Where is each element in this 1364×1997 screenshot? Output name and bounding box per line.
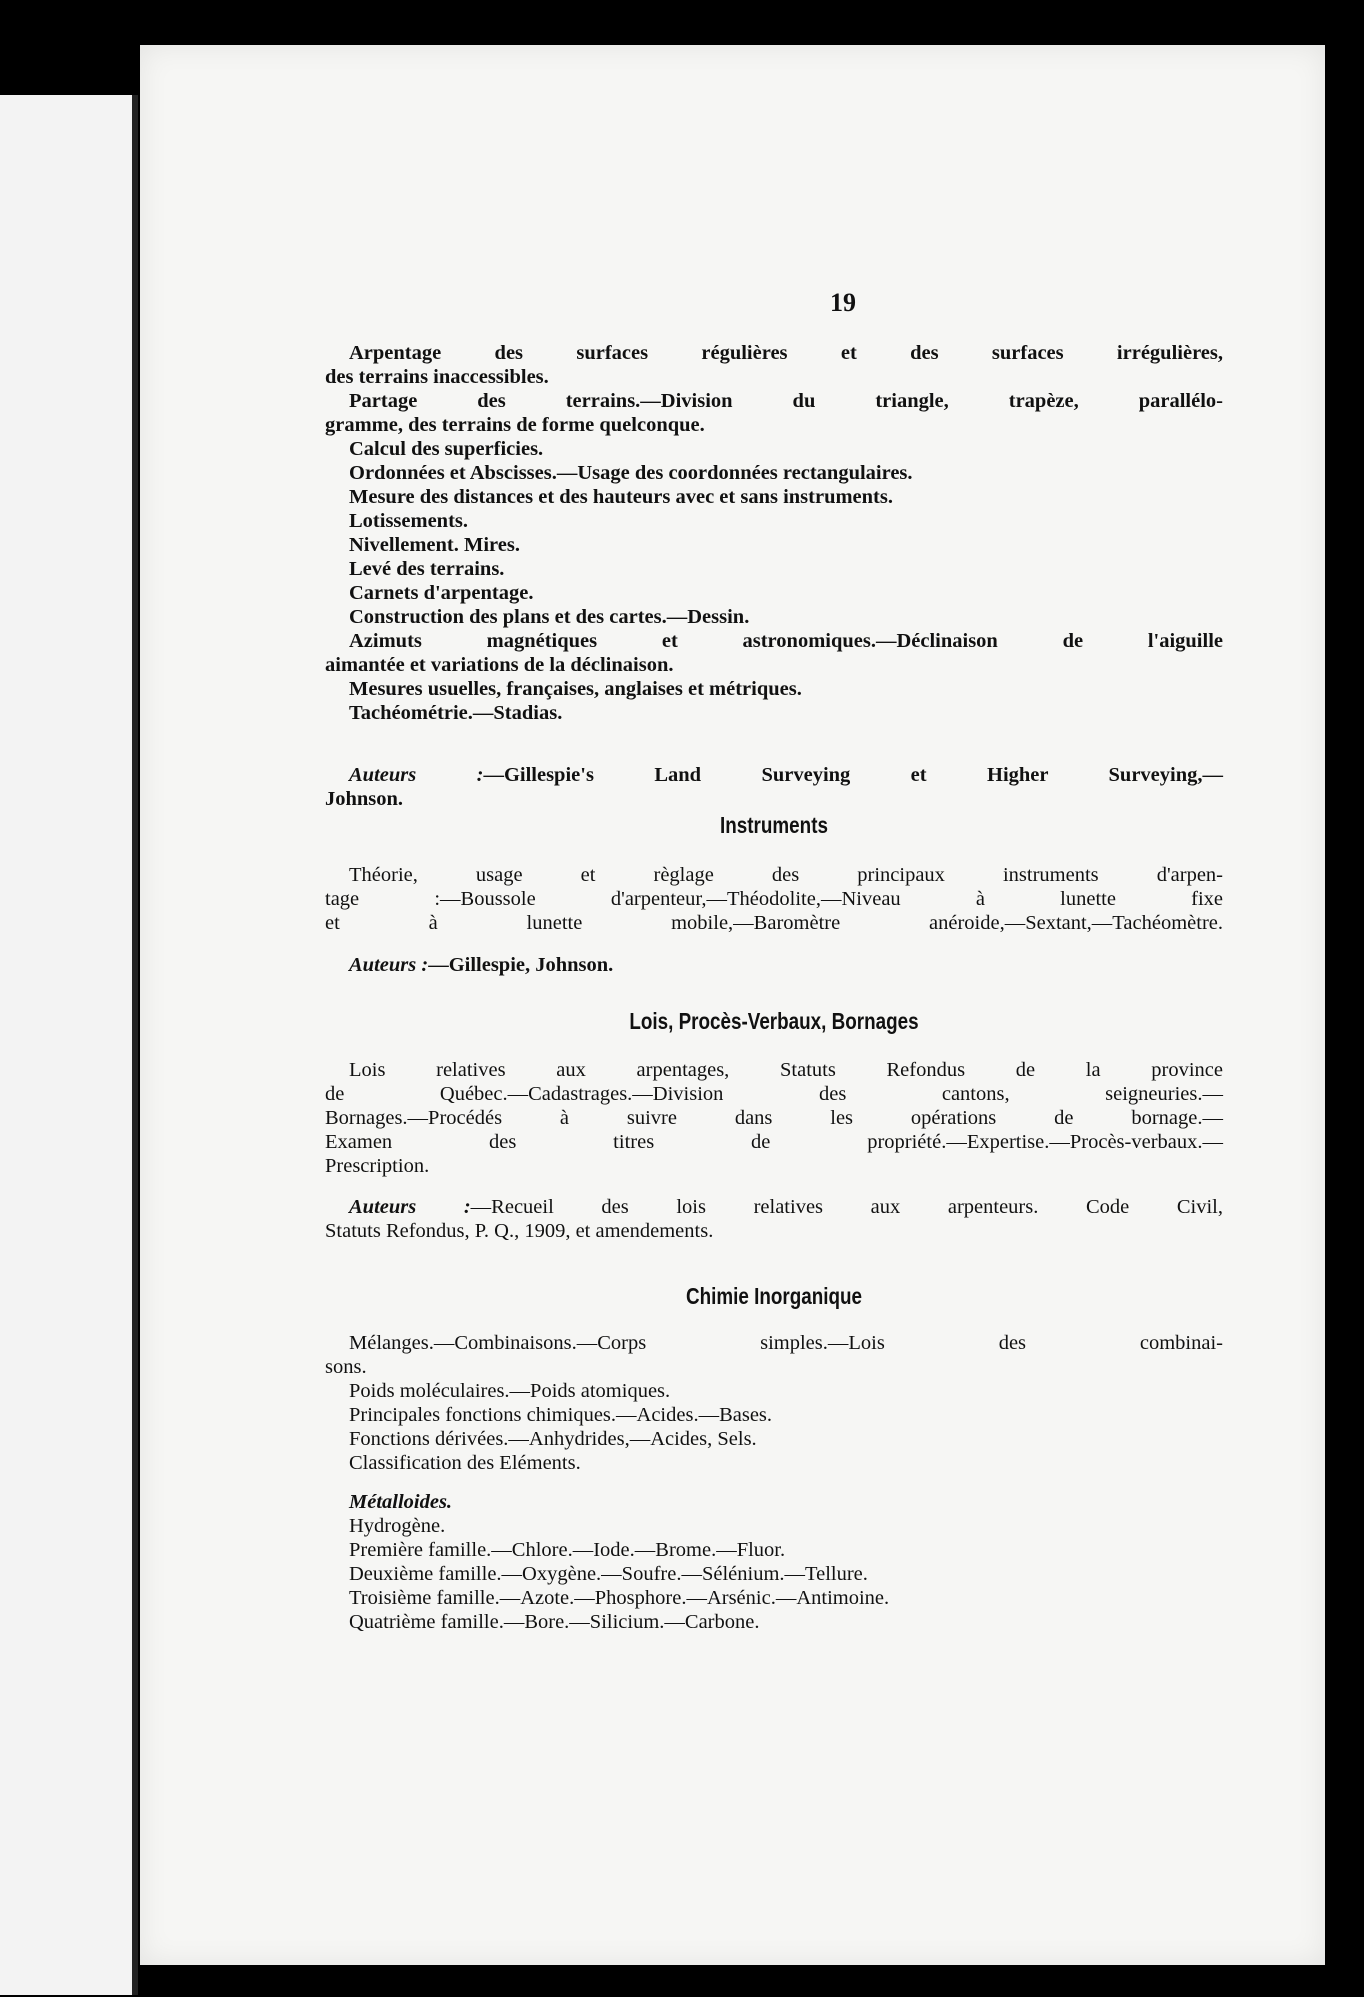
body-line: Troisième famille.—Azote.—Phosphore.—Arsénic.—Antimoine. [349, 1587, 890, 1609]
section-heading-instruments: Instruments [720, 812, 828, 838]
authors-line [325, 953, 1223, 977]
body-line: Carnets d'arpentage. [349, 582, 534, 604]
authors-line: Statuts Refondus, P. Q., 1909, et amendements. [325, 1220, 714, 1242]
body-line: de Québec.—Cadastrages.—Division des cantons, seigneuries.— [325, 1083, 1223, 1105]
authors-text: —Gillespie's Land Surveying et Higher Surveying,— [483, 764, 1223, 786]
body-line: Quatrième famille.—Bore.—Silicium.—Carbone. [349, 1611, 760, 1633]
metalloides-label: Métalloides. [349, 1491, 453, 1513]
body-line: Partage des terrains.—Division du triangle, trapèze, parallélo- [349, 390, 1223, 412]
body-line: et à lunette mobile,—Baromètre anéroide,—Sextant,—Tachéomètre. [325, 912, 1223, 934]
body-line: Bornages.—Procédés à suivre dans les opérations de bornage.— [325, 1107, 1223, 1129]
body-line: Arpentage des surfaces régulières et des surfaces irrégulières, [349, 342, 1223, 364]
body-line: des terrains inaccessibles. [325, 366, 549, 388]
section-4-body [325, 1331, 1223, 1475]
section-1-authors [325, 763, 1223, 811]
body-line: tage :—Boussole d'arpenteur,—Théodolite,—Niveau à lunette fixe [325, 888, 1223, 910]
authors-line [325, 1195, 1223, 1219]
section-3-authors [325, 1195, 1223, 1243]
body-line: gramme, des terrains de forme quelconque. [325, 414, 705, 436]
body-line: Nivellement. Mires. [349, 534, 520, 556]
page-number: 19 [830, 288, 856, 317]
body-line: Mesures usuelles, françaises, anglaises et métriques. [349, 678, 802, 700]
section-heading-chimie: Chimie Inorganique [685, 1283, 863, 1309]
authors-label: Auteurs : [349, 764, 484, 786]
section-2-body [325, 863, 1223, 935]
authors-text: —Recueil des lois relatives aux arpenteurs. Code Civil, [470, 1196, 1223, 1218]
body-line: Théorie, usage et règlage des principaux instruments d'arpen- [349, 864, 1223, 886]
authors-label: Auteurs : [349, 954, 429, 976]
body-line: Fonctions dérivées.—Anhydrides,—Acides, Sels. [349, 1428, 757, 1450]
body-line: Première famille.—Chlore.—Iode.—Brome.—Fluor. [349, 1539, 786, 1561]
section-2-authors [325, 953, 1223, 977]
body-line: sons. [325, 1356, 367, 1378]
book-page [140, 45, 1325, 1965]
body-line: Lotissements. [349, 510, 469, 532]
authors-line: Johnson. [325, 788, 404, 810]
body-line: Deuxième famille.—Oxygène.—Soufre.—Sélénium.—Tellure. [349, 1563, 868, 1585]
body-line: aimantée et variations de la déclinaison. [325, 654, 674, 676]
authors-label: Auteurs : [349, 1196, 471, 1218]
authors-text: —Gillespie, Johnson. [428, 954, 614, 976]
body-line: Construction des plans et des cartes.—Dessin. [349, 606, 750, 628]
body-line: Poids moléculaires.—Poids atomiques. [349, 1380, 671, 1402]
body-line: Lois relatives aux arpentages, Statuts Refondus de la province [349, 1059, 1223, 1081]
body-line: Azimuts magnétiques et astronomiques.—Déclinaison de l'aiguille [349, 630, 1223, 652]
left-page-margin [0, 95, 135, 1995]
body-line: Mélanges.—Combinaisons.—Corps simples.—Lois des combinai- [349, 1332, 1223, 1354]
body-line: Tachéométrie.—Stadias. [349, 702, 563, 724]
body-line: Hydrogène. [349, 1515, 446, 1537]
section-4-metalloides [325, 1490, 1223, 1634]
body-line: Principales fonctions chimiques.—Acides.—Bases. [349, 1404, 773, 1426]
body-line: Mesure des distances et des hauteurs avec et sans instruments. [349, 486, 893, 508]
body-line: Classification des Eléments. [349, 1452, 581, 1474]
book-spine-edge [132, 95, 138, 1995]
body-line: Levé des terrains. [349, 558, 505, 580]
section-heading-lois: Lois, Procès-Verbaux, Bornages [629, 1008, 919, 1034]
section-1-body [325, 341, 1223, 725]
authors-line [325, 763, 1223, 787]
section-3-body [325, 1058, 1223, 1178]
body-line: Examen des titres de propriété.—Expertise.—Procès-verbaux.— [325, 1131, 1223, 1153]
body-line: Prescription. [325, 1155, 430, 1177]
body-line: Calcul des superficies. [349, 438, 544, 460]
body-line: Ordonnées et Abscisses.—Usage des coordonnées rectangulaires. [349, 462, 913, 484]
